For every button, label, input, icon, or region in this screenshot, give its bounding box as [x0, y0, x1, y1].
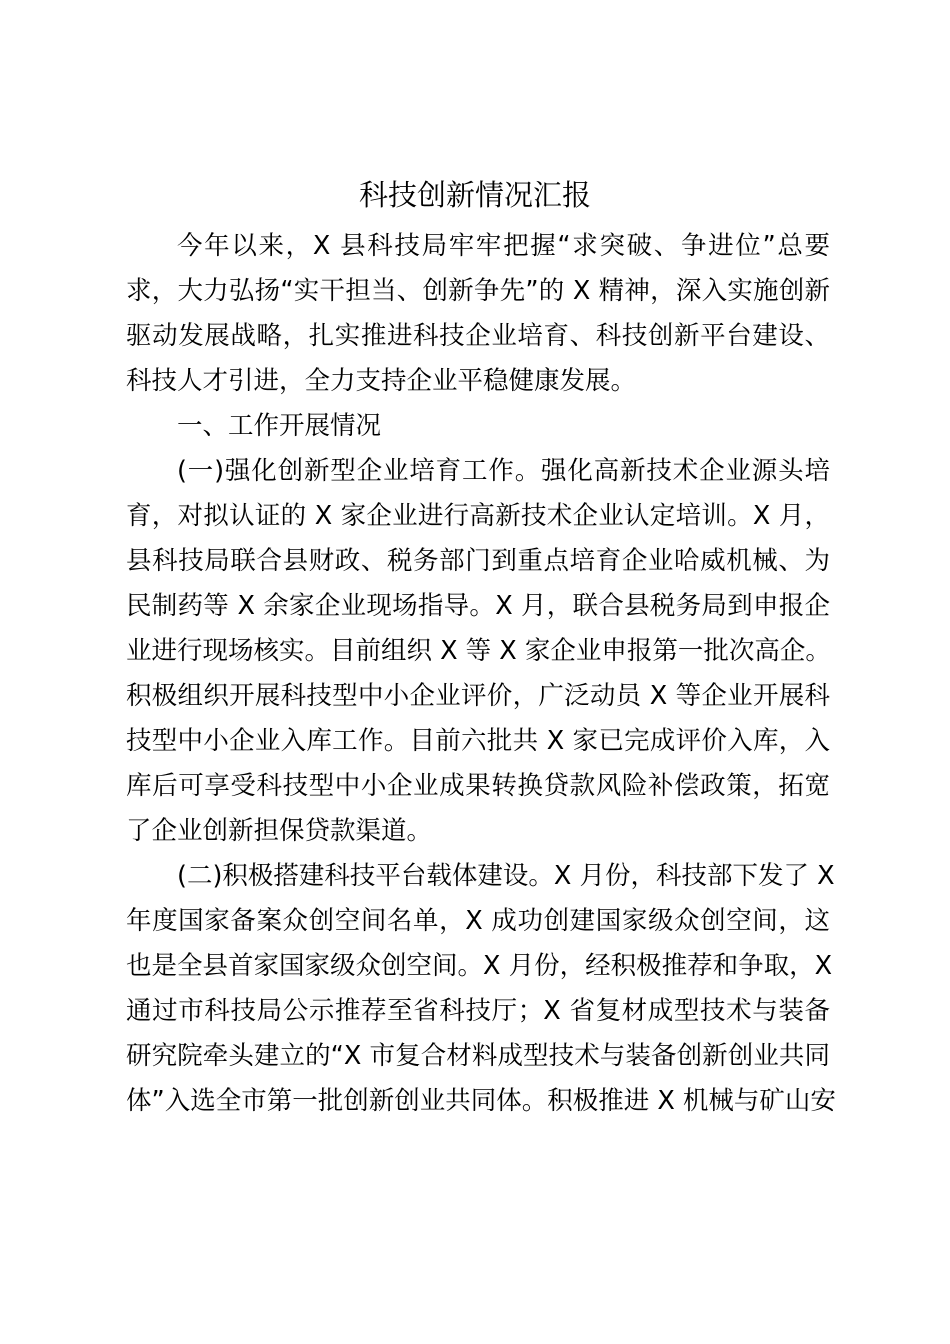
intro-line-4: 科技人才引进，全力支持企业平稳健康发展。 [126, 366, 637, 396]
sub1-line-6: 积极组织开展科技型中小企业评价，广泛动员 X 等企业开展科 [126, 681, 830, 711]
sub2-line-4: 通过市科技局公示推荐至省科技厅；X 省复材成型技术与装备 [126, 996, 830, 1026]
sub1-line-8: 库后可享受科技型中小企业成果转换贷款风险补偿政策，拓宽 [126, 771, 830, 801]
sub1-line-3: 县科技局联合县财政、税务部门到重点培育企业哈威机械、为 [126, 546, 830, 576]
intro-line-1: 今年以来，X 县科技局牢牢把握“求突破、争进位”总要 [177, 231, 830, 261]
sub1-line-4: 民制药等 X 余家企业现场指导。X 月，联合县税务局到申报企 [126, 591, 830, 621]
intro-line-2: 求，大力弘扬“实干担当、创新争先”的 X 精神，深入实施创新 [126, 276, 830, 306]
sub2-line-1: (二)积极搭建科技平台载体建设。X 月份，科技部下发了 X [177, 861, 835, 891]
sub1-line-7: 技型中小企业入库工作。目前六批共 X 家已完成评价入库，入 [126, 726, 830, 756]
sub2-line-3: 也是全县首家国家级众创空间。X 月份，经积极推荐和争取，X [126, 951, 833, 981]
sub2-line-2: 年度国家备案众创空间名单，X 成功创建国家级众创空间，这 [126, 906, 830, 936]
intro-line-3: 驱动发展战略，扎实推进科技企业培育、科技创新平台建设、 [126, 321, 830, 351]
sub1-line-1: (一)强化创新型企业培育工作。强化高新技术企业源头培 [177, 456, 830, 486]
sub1-line-5: 业进行现场核实。目前组织 X 等 X 家企业申报第一批次高企。 [126, 636, 831, 666]
sub1-line-2: 育，对拟认证的 X 家企业进行高新技术企业认定培训。X 月， [126, 501, 830, 531]
sub2-line-6: 体”入选全市第一批创新创业共同体。积极推进 X 机械与矿山安 [126, 1086, 836, 1116]
sub1-line-9: 了企业创新担保贷款渠道。 [126, 816, 433, 846]
sub2-line-5: 研究院牵头建立的“X 市复合材料成型技术与装备创新创业共同 [126, 1041, 830, 1071]
page-title: 科技创新情况汇报 [358, 178, 591, 212]
section-heading: 一、工作开展情况 [177, 411, 382, 441]
